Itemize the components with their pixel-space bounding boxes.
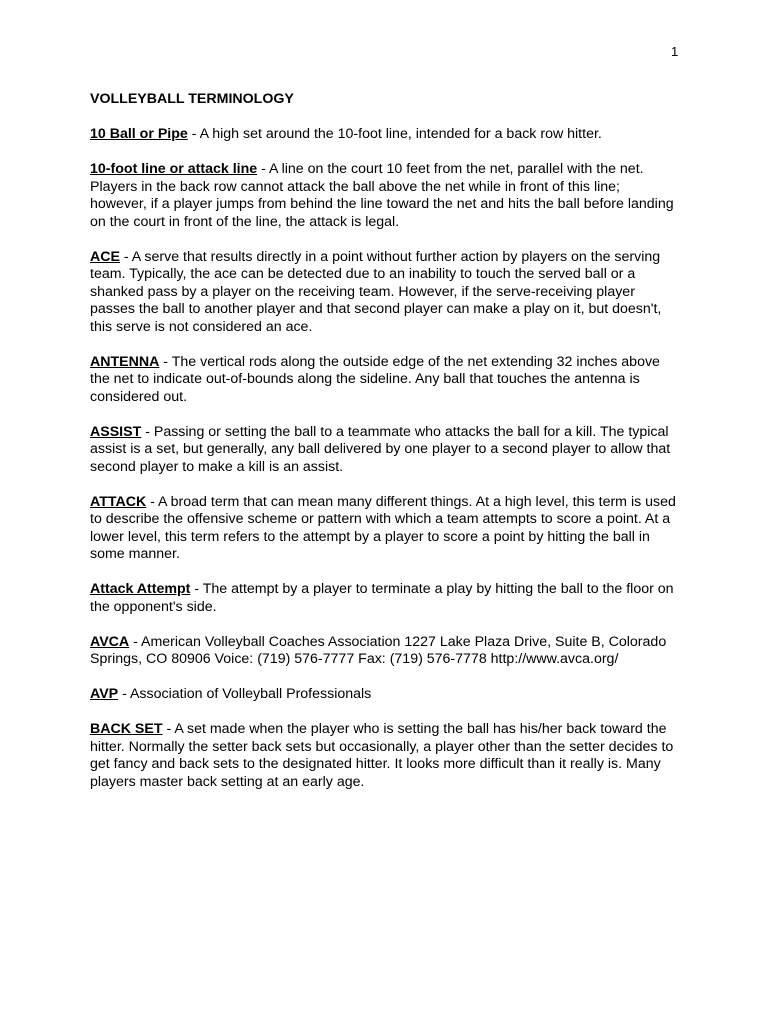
glossary-definition: - The vertical rods along the outside edge of the net extending 32 inches above the net to indicate out-of-bounds along the sideline. Any ball that touches the antenna is considered out. xyxy=(90,353,660,405)
glossary-term: 10 Ball or Pipe xyxy=(90,126,188,142)
glossary-definition: - A set made when the player who is setting the ball has his/her back toward the hitter. Normally the setter back sets but occasionally, a player other than the setter decides to get fancy and back sets to the designated hitter. It looks more difficult than it really is. Many players master back setting at an early age. xyxy=(90,721,674,790)
glossary-term: BACK SET xyxy=(90,721,163,737)
glossary-definition: - A line on the court 10 feet from the net, parallel with the net. Players in the back row cannot attack the ball above the net while in front of this line; however, if a player jumps from behind the line toward the net and hits the ball before landing on the court in front of the line, the attack is legal. xyxy=(90,161,674,230)
glossary-definition: - Association of Volleyball Professionals xyxy=(118,686,372,702)
glossary-term: ACE xyxy=(90,248,120,265)
glossary-definition: - A serve that results directly in a point without further action by players on the serving team. Typically, the ace can be detected due to an inability to touch the served ball or a shanked pass by a player on the receiving team. However, if the serve-receiving player passes the ball to another player and that second player can make a play on it, but doesn't, this serve is not considered an ace. xyxy=(90,248,662,335)
glossary-term: 10-foot line or attack line xyxy=(90,161,258,177)
glossary-definition: - A broad term that can mean many different things. At a high level, this term is used to describe the offensive scheme or pattern with which a team attempts to score a point. At a lower level, this term refers to the attempt by a player to score a point by hitting the ball in some manner. xyxy=(90,493,676,562)
glossary-definition: - The attempt by a player to terminate a play by hitting the ball to the floor on the opponent's side. xyxy=(90,581,674,615)
glossary-term: ANTENNA xyxy=(90,353,160,370)
glossary-entry xyxy=(90,634,680,669)
glossary-term: ASSIST xyxy=(90,423,142,440)
glossary-entry xyxy=(90,721,680,791)
glossary-entry xyxy=(90,686,680,704)
glossary-entry xyxy=(90,581,680,616)
glossary-definition: - A high set around the 10-foot line, intended for a back row hitter. xyxy=(187,126,602,142)
glossary-entry xyxy=(90,494,680,564)
glossary-definition: - Passing or setting the ball to a teammate who attacks the ball for a kill. The typical assist is a set, but generally, any ball delivered by one player to a second player to allow that second player to make a kill is an assist. xyxy=(90,423,671,475)
document-title: VOLLEYBALL TERMINOLOGY xyxy=(90,91,294,107)
glossary-definition: - American Volleyball Coaches Association 1227 Lake Plaza Drive, Suite B, Colorado Springs, CO 80906 Voice: (719) 576-7777 Fax: (719) 576-7778 http://www.avca.org/ xyxy=(90,633,667,667)
glossary-entry xyxy=(90,424,680,477)
glossary-entry xyxy=(90,354,680,407)
glossary-term: AVCA xyxy=(90,633,130,650)
page-number: 1 xyxy=(671,44,679,59)
glossary-term: ATTACK xyxy=(90,493,147,510)
glossary-entry xyxy=(90,161,680,231)
glossary-term: AVP xyxy=(90,686,119,702)
glossary-entry xyxy=(90,126,680,144)
glossary-entry xyxy=(90,249,680,337)
glossary-term: Attack Attempt xyxy=(90,581,191,597)
document-body xyxy=(90,91,680,809)
